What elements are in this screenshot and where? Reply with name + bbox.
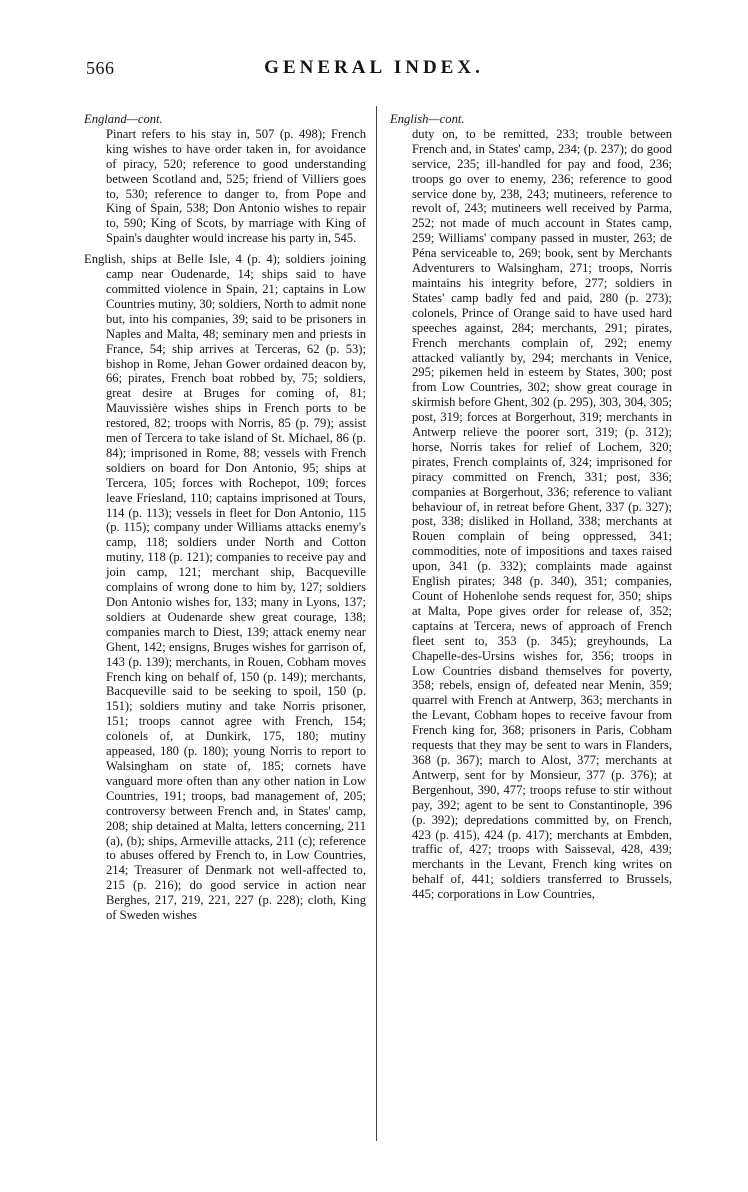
- index-entry: English, ships at Belle Isle, 4 (p. 4); soldiers joining camp near Oudenarde, 14; ships said to have committed violence in Spain, 21; captains in Low Countries mutiny, 30; soldiers, North to admit none but, into his companies, 39; said to be prisoners in Naples and Malta, 48; seminary men and priests in France, 54; ship arrives at Terceras, 62 (p. 53); bishop in Rome, Jehan Gower ordained deacon by, 66; pirates, French boat robbed by, 75; soldiers, great desire at Bruges for coming of, 81; Mauvissière wishes ships in French ports to be restored, 82; troops with Norris, 85 (p. 79); assist men of Tercera to take island of St. Michael, 86 (p. 84); imprisoned in Rome, 88; vessels with French soldiers on board for Don Antonio, 95; ships at Tercera, 105; forces with Rochepot, 109; forces leave Friesland, 110; captains imprisoned at Tours, 114 (p. 113); vessels in fleet for Don Antonio, 115 (p. 115); company under Williams attacks enemy's camp, 118; soldiers under North and Cotton mutiny, 118 (p. 121); companies to receive pay and join camp, 121; merchant ship, Bacqueville complains of wrong done to him by, 127; soldiers Don Antonio wishes for, 133; many in Lyons, 137; soldiers at Oudenarde shew great courage, 138; companies march to Diest, 139; attack enemy near Ghent, 142; ensigns, Bruges wishes for garrison of, 143 (p. 139); merchants, in Rouen, Cobham moves French king on behalf of, 150 (p. 149); merchants, Bacqueville said to be seeking to spoil, 150 (p. 151); soldiers mutiny and take Norris prisoner, 151; troops cannot agree with French, 154; colonels of, at Dunkirk, 175, 180; mutiny appeased, 180 (p. 180); young Norris to report to Walsingham on state of, 185; cornets have vanguard more often than any other nation in Low Countries, 191; troops, bad management of, 205; controversy between French and, in States' camp, 208; ship detained at Malta, letters concerning, 211 (a), (b); ships, Armeville attacks, 211 (c); reference to abuses offered by French to, in Low Countries, 214; Treasurer of Denmark not well-affected to, 215 (p. 216); do good service in action near Berghes, 217, 219, 221, 227 (p. 228); cloth, King of Sweden wishes: [84, 252, 366, 923]
- column-divider: [376, 106, 377, 1141]
- index-entry: duty on, to be remitted, 233; trouble between French and, in States' camp, 234; (p. 237); do good service, 235; ill-handled for pay and food, 236; troops go over to enemy, 236; reference to good service done by, 238, 243; mutineers, reference to revolt of, 243; mutineers well received by Parma, 252; not made of much account in States camp, 259; Williams' company passed in muster, 263; de Péna serviceable to, 269; book, sent by Merchants Adventurers to Walsingham, 271; troops, Norris maintains his integrity before, 277; soldiers in States' camp badly fed and paid, 280 (p. 273); colonels, Prince of Orange said to have used hard speeches against, 284; merchants, 291; pirates, French merchants complain of, 292; enemy attacked valiantly by, 294; merchants in Venice, 295; pikemen held in esteem by States, 300; post from Low Countries, 302; show great courage in skirmish before Ghent, 302 (p. 295), 303, 304, 305; post, 319; forces at Borgerhout, 319; merchants in Antwerp relieve the poorer sort, 319; (p. 312); horse, Norris takes for relief of Lochem, 320; pirates, French complaints of, 324; imprisoned for piracy committed on French, 331; post, 336; companies at Borgerhout, 336; reference to valiant behaviour of, in retreat before Ghent, 337 (p. 327); post, 338; disliked in Holland, 338; merchants at Rouen complain of being oppressed, 341; commodities, note of impositions and taxes raised upon, 341 (p. 332); complaints made against English pirates; 348 (p. 340), 351; companies, Count of Hohenlohe sends request for, 350; ships at Malta, Pope gives order for release of, 352; captains at Tercera, news of approach of French fleet sent to, 353 (p. 345); greyhounds, La Chapelle-des-Ursins wishes for, 356; troops in Low Countries disband themselves for poverty, 358; rebels, ensign of, defeated near Menin, 359; quarrel with French at Antwerp, 363; merchants in the Levant, Cobham hopes to receive favour from French king for, 368; prisoners in Paris, Cobham requests that they may be sent to wars in Flanders, 368 (p. 367); march to Alost, 377; merchants at Antwerp, sent for by Monsieur, 377 (p. 376); at Bergenhout, 390, 477; troops refuse to stir without pay, 392; agent to be sent to Constantinople, 396 (p. 392); depredations committed by, on French, 423 (p. 415), 424 (p. 417); merchants at Embden, traffic of, 427; troops with Saisseval, 428, 439; merchants in the Levant, French king writes on behalf of, 441; soldiers transferred to Brussels, 445; corporations in Low Countries,: [412, 126, 672, 902]
- entry-heading: English—cont.: [390, 112, 465, 126]
- left-column: [84, 112, 366, 923]
- page-number: 566: [86, 58, 115, 78]
- right-column: [390, 112, 672, 902]
- running-head: GENERAL INDEX.: [264, 57, 484, 78]
- entry-heading: England—cont.: [84, 112, 163, 126]
- index-entry: Pinart refers to his stay in, 507 (p. 498); French king wishes to have order taken in, for avoidance of piracy, 520; reference to good understanding between Scotland and, 525; friend of Villiers goes to, 530; reference to danger to, from Pope and King of Spain, 538; Don Antonio wishes to repair to, 590; King of Scots, by marriage with King of Spain's daughter would increase his party in, 545.: [106, 126, 366, 246]
